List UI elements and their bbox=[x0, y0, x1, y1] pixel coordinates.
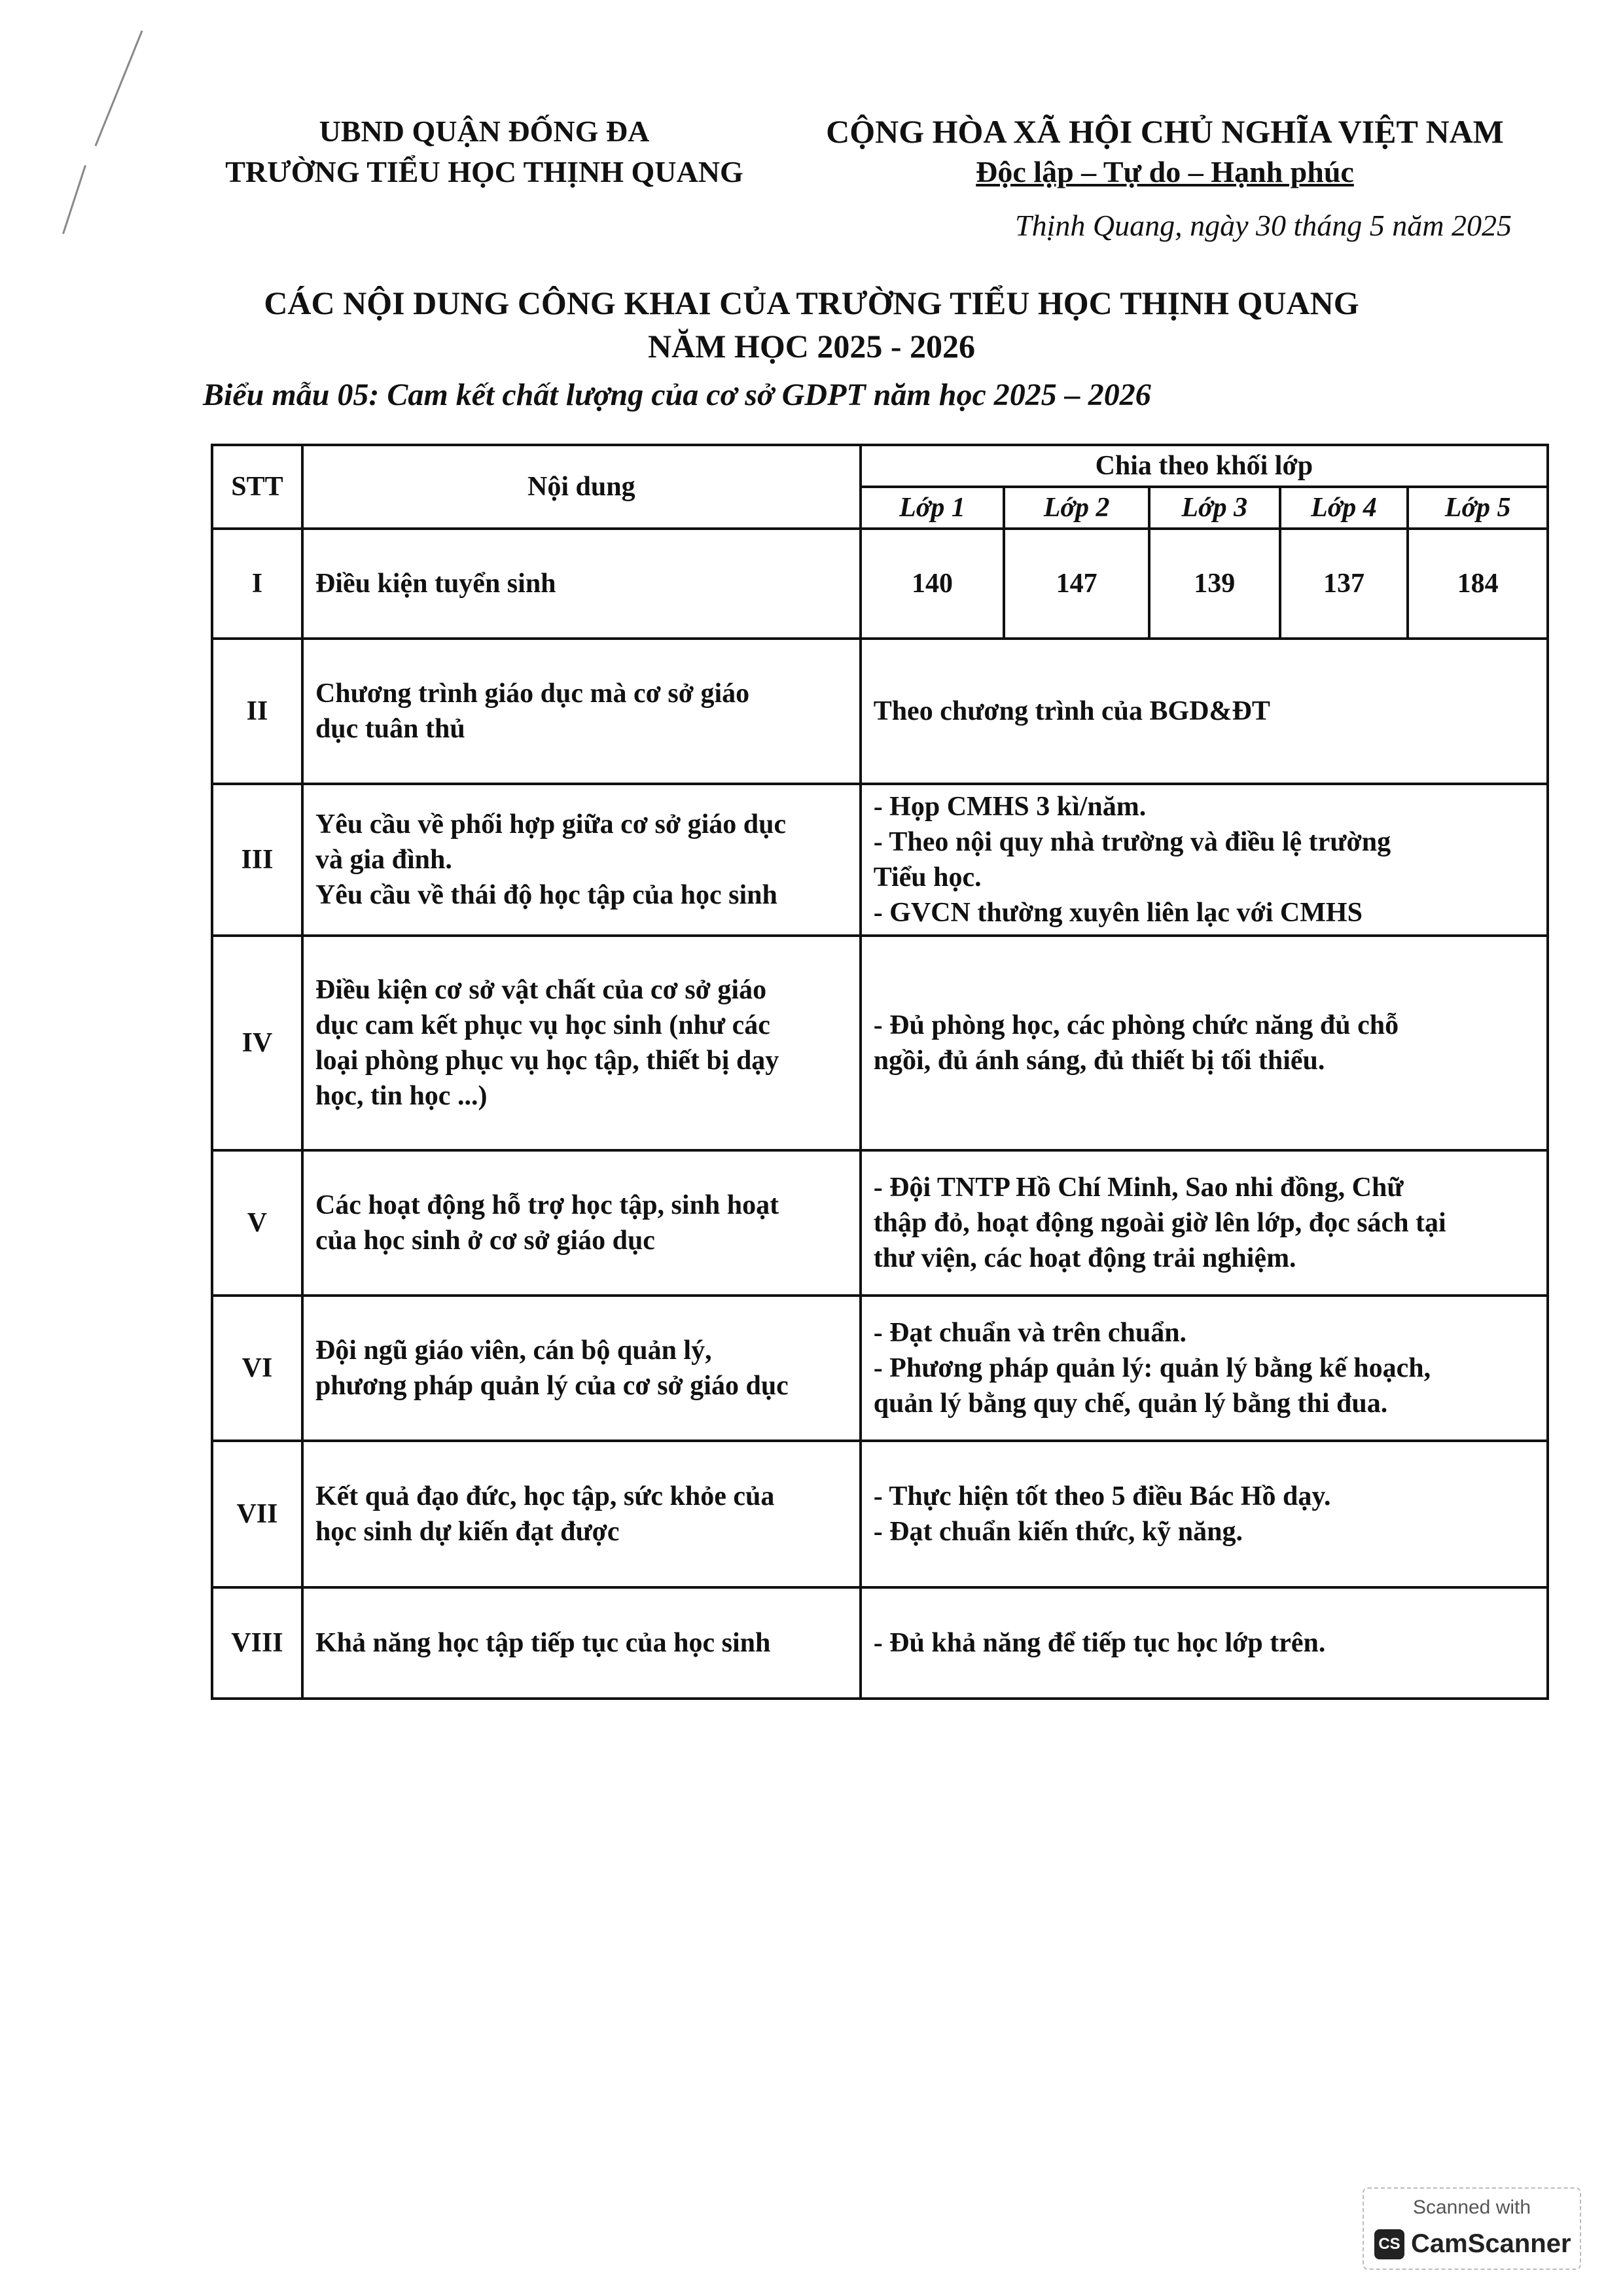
row-commitment bbox=[861, 1587, 1548, 1699]
content-line: dục cam kết phục vụ học sinh (như các bbox=[315, 1010, 770, 1040]
table-row bbox=[212, 1150, 1548, 1296]
camscanner-logo-icon: CS bbox=[1374, 2229, 1404, 2259]
header-grade-2: Lớp 2 bbox=[1004, 487, 1149, 529]
content-line: và gia đình. bbox=[315, 845, 452, 875]
row-content: Điều kiện tuyển sinh bbox=[302, 529, 861, 639]
commitment-line: - Đội TNTP Hồ Chí Minh, Sao nhi đồng, Chữ bbox=[873, 1173, 1404, 1203]
document-title bbox=[164, 281, 1459, 368]
content-line: Điều kiện cơ sở vật chất của cơ sở giáo bbox=[315, 975, 767, 1005]
commitment-line: ngồi, đủ ánh sáng, đủ thiết bị tối thiểu. bbox=[873, 1046, 1325, 1076]
content-line: học sinh dự kiến đạt được bbox=[315, 1517, 620, 1547]
header-grade-5: Lớp 5 bbox=[1408, 487, 1548, 529]
table-row bbox=[212, 639, 1548, 784]
enrollment-grade-5: 184 bbox=[1408, 529, 1548, 639]
content-line: Yêu cầu về phối hợp giữa cơ sở giáo dục bbox=[315, 809, 787, 839]
content-line: loại phòng phục vụ học tập, thiết bị dạy bbox=[315, 1046, 779, 1076]
issuer-block bbox=[190, 111, 779, 192]
country-name: CỘNG HÒA XÃ HỘI CHỦ NGHĨA VIỆT NAM bbox=[826, 113, 1504, 150]
row-content bbox=[302, 639, 861, 784]
row-stt: VI bbox=[212, 1296, 302, 1441]
enrollment-grade-4: 137 bbox=[1280, 529, 1408, 639]
commitment-line: - Theo nội quy nhà trường và điều lệ trường bbox=[873, 827, 1391, 857]
enrollment-grade-3: 139 bbox=[1149, 529, 1280, 639]
row-content bbox=[302, 936, 861, 1150]
row-commitment bbox=[861, 1150, 1548, 1296]
header-grade-3: Lớp 3 bbox=[1149, 487, 1280, 529]
content-line: Chương trình giáo dục mà cơ sở giáo bbox=[315, 679, 750, 709]
content-line: Các hoạt động hỗ trợ học tập, sinh hoạt bbox=[315, 1190, 779, 1220]
row-commitment bbox=[861, 936, 1548, 1150]
commitment-line: - Họp CMHS 3 kì/năm. bbox=[873, 792, 1147, 822]
row-commitment bbox=[861, 1441, 1548, 1587]
commitment-line: - Phương pháp quản lý: quản lý bằng kế hoạch, bbox=[873, 1353, 1431, 1383]
row-commitment bbox=[861, 784, 1548, 936]
issuer-school: TRƯỜNG TIỂU HỌC THỊNH QUANG bbox=[225, 155, 743, 188]
commitment-line: - Thực hiện tốt theo 5 điều Bác Hồ dạy. bbox=[873, 1481, 1331, 1511]
table-row bbox=[212, 784, 1548, 936]
scan-artifact-line bbox=[62, 165, 86, 234]
row-content bbox=[302, 1587, 861, 1699]
form-title: Biểu mẫu 05: Cam kết chất lượng của cơ sở GDPT năm học 2025 – 2026 bbox=[203, 378, 1151, 412]
enrollment-grade-2: 147 bbox=[1004, 529, 1149, 639]
header-grade-group: Chia theo khối lớp bbox=[861, 445, 1548, 487]
row-stt: VII bbox=[212, 1441, 302, 1587]
content-line: Kết quả đạo đức, học tập, sức khỏe của bbox=[315, 1481, 775, 1511]
commitment-line: quản lý bằng quy chế, quản lý bằng thi đua. bbox=[873, 1388, 1388, 1419]
row-content bbox=[302, 1150, 861, 1296]
commitment-line: - Đủ phòng học, các phòng chức năng đủ chỗ bbox=[873, 1010, 1399, 1040]
row-stt: II bbox=[212, 639, 302, 784]
row-commitment bbox=[861, 639, 1548, 784]
title-line-2: NĂM HỌC 2025 - 2026 bbox=[648, 328, 975, 364]
commitment-table bbox=[211, 444, 1549, 1700]
content-line: Yêu cầu về thái độ học tập của học sinh bbox=[315, 880, 777, 910]
row-content bbox=[302, 1296, 861, 1441]
table-row bbox=[212, 1296, 1548, 1441]
scan-artifact-line bbox=[95, 30, 143, 146]
document-date: Thịnh Quang, ngày 30 tháng 5 năm 2025 bbox=[1015, 209, 1512, 242]
enrollment-grade-1: 140 bbox=[861, 529, 1005, 639]
row-content bbox=[302, 1441, 861, 1587]
commitment-line: Theo chương trình của BGD&ĐT bbox=[873, 696, 1270, 726]
content-line: của học sinh ở cơ sở giáo dục bbox=[315, 1226, 655, 1256]
row-stt: I bbox=[212, 529, 302, 639]
content-line: phương pháp quản lý của cơ sở giáo dục bbox=[315, 1371, 789, 1401]
table-row bbox=[212, 529, 1548, 639]
row-stt: VIII bbox=[212, 1587, 302, 1699]
camscanner-watermark bbox=[1363, 2187, 1581, 2270]
commitment-line: - Đạt chuẩn và trên chuẩn. bbox=[873, 1318, 1187, 1348]
content-line: Đội ngũ giáo viên, cán bộ quản lý, bbox=[315, 1335, 712, 1366]
table-row bbox=[212, 1587, 1548, 1699]
row-stt: V bbox=[212, 1150, 302, 1296]
row-stt: III bbox=[212, 784, 302, 936]
row-stt: IV bbox=[212, 936, 302, 1150]
issuer-district: UBND QUẬN ĐỐNG ĐA bbox=[319, 115, 650, 148]
header-stt: STT bbox=[212, 445, 302, 529]
header-grade-1: Lớp 1 bbox=[861, 487, 1005, 529]
table-row bbox=[212, 1441, 1548, 1587]
content-line: học, tin học ...) bbox=[315, 1081, 488, 1111]
row-content bbox=[302, 784, 861, 936]
motto: Độc lập – Tự do – Hạnh phúc bbox=[976, 155, 1354, 188]
content-line: dục tuân thủ bbox=[315, 714, 465, 744]
watermark-brand: CamScanner bbox=[1411, 2229, 1571, 2258]
header-content: Nội dung bbox=[302, 445, 861, 529]
commitment-line: thập đỏ, hoạt động ngoài giờ lên lớp, đọc sách tại bbox=[873, 1208, 1446, 1238]
commitment-line: - Đủ khả năng để tiếp tục học lớp trên. bbox=[873, 1628, 1326, 1658]
title-line-1: CÁC NỘI DUNG CÔNG KHAI CỦA TRƯỜNG TIỂU HỌC THỊNH QUANG bbox=[264, 285, 1359, 321]
content-line: Khả năng học tập tiếp tục của học sinh bbox=[315, 1628, 771, 1658]
commitment-line: - Đạt chuẩn kiến thức, kỹ năng. bbox=[873, 1517, 1243, 1547]
header-grade-4: Lớp 4 bbox=[1280, 487, 1408, 529]
row-commitment bbox=[861, 1296, 1548, 1441]
commitment-line: Tiểu học. bbox=[873, 862, 982, 892]
table-row bbox=[212, 936, 1548, 1150]
commitment-line: - GVCN thường xuyên liên lạc với CMHS bbox=[873, 898, 1363, 928]
national-motto-block bbox=[798, 111, 1531, 192]
commitment-line: thư viện, các hoạt động trải nghiệm. bbox=[873, 1243, 1296, 1273]
watermark-caption: Scanned with bbox=[1412, 2197, 1531, 2218]
